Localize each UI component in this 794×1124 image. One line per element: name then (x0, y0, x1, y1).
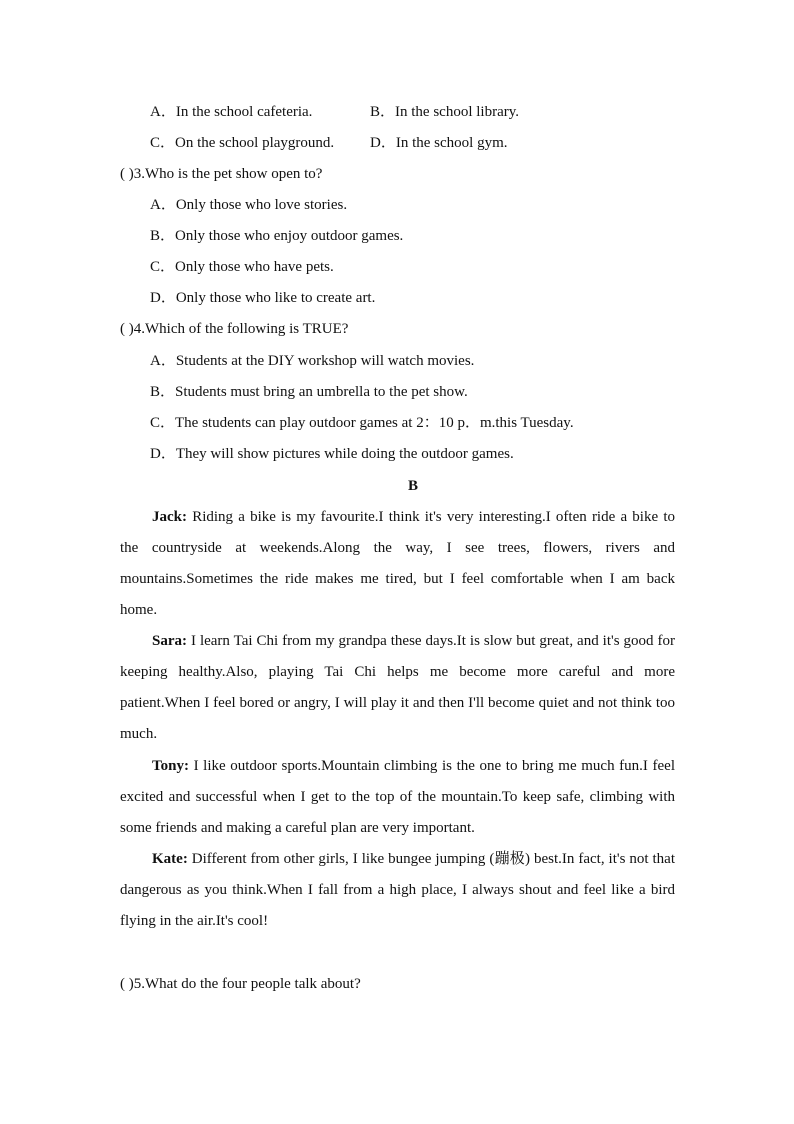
q3-stem: ( )3.Who is the pet show open to? (120, 166, 323, 182)
paragraph-kate-text: Different from other girls, I like bungee jumping (蹦极) best.In fact, it's not that dangerous as you think.When I fall from a high place, I always shout and feel like a bird flying in the air.It's cool! (120, 851, 675, 929)
q4-option-a: A．Students at the DIY workshop will watch movies. (150, 353, 475, 369)
paragraph-tony-text: I like outdoor sports.Mountain climbing is the one to bring me much fun.I feel excited and successful when I get to the top of the mountain.To keep safe, climbing with some friends and making a careful plan are very important. (120, 758, 675, 836)
q4-stem: ( )4.Which of the following is TRUE? (120, 321, 349, 337)
paragraph-jack (120, 502, 675, 626)
q3-option-d: D．Only those who like to create art. (150, 290, 376, 306)
q2-option-b: B．In the school library. (370, 104, 519, 120)
speaker-kate: Kate: (152, 851, 188, 867)
q3-option-a: A．Only those who love stories. (150, 197, 348, 213)
speaker-sara: Sara: (152, 633, 187, 649)
speaker-jack: Jack: (152, 509, 187, 525)
section-b-heading: B (407, 478, 418, 494)
q2-option-c: C．On the school playground. (150, 135, 335, 151)
paragraph-jack-text: Riding a bike is my favourite.I think it's very interesting.I often ride a bike to the countryside at weekends.Along the way, I see trees, flowers, rivers and mountains.Sometimes the ride makes me tired, but I feel comfortable when I am back home. (120, 509, 675, 618)
paragraph-sara (120, 626, 675, 750)
q4-option-d: D．They will show pictures while doing the outdoor games. (150, 446, 514, 462)
speaker-tony: Tony: (152, 758, 189, 774)
paragraph-tony (120, 751, 675, 844)
q5-stem: ( )5.What do the four people talk about? (120, 976, 361, 992)
paragraph-kate (120, 844, 675, 937)
q4-option-c: C．The students can play outdoor games at 2：10 p．m.this Tuesday. (150, 415, 574, 431)
q3-option-b: B．Only those who enjoy outdoor games. (150, 228, 404, 244)
paragraph-sara-text: I learn Tai Chi from my grandpa these days.It is slow but great, and it's good for keeping healthy.Also, playing Tai Chi helps me become more careful and more patient.When I feel bored or angry, I will play it and then I'll become quiet and not think too much. (120, 633, 675, 742)
q4-option-b: B．Students must bring an umbrella to the pet show. (150, 384, 468, 400)
q2-option-a: A．In the school cafeteria. (150, 104, 313, 120)
q2-option-d: D．In the school gym. (370, 135, 508, 151)
q3-option-c: C．Only those who have pets. (150, 259, 334, 275)
